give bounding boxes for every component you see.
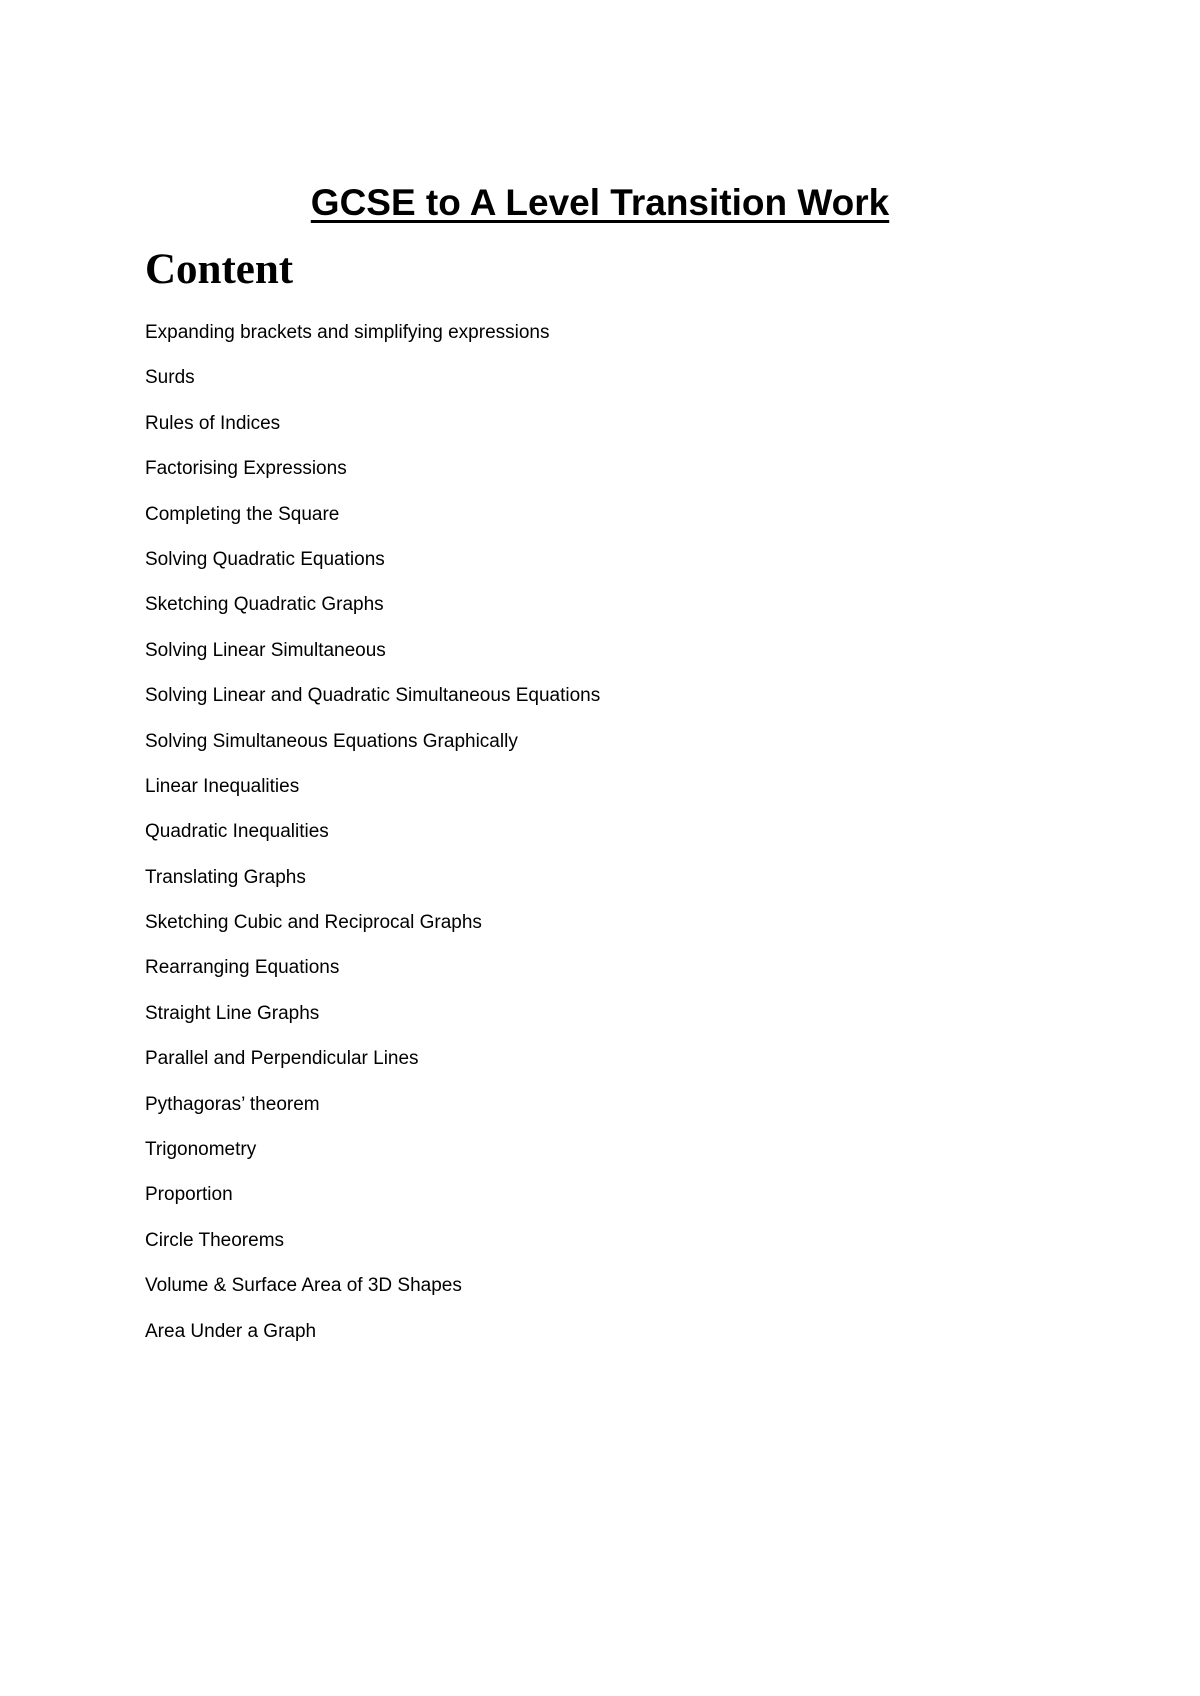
topic-item: Pythagoras’ theorem bbox=[145, 1093, 320, 1115]
topic-item: Expanding brackets and simplifying expressions bbox=[145, 322, 550, 343]
topic-item: Circle Theorems bbox=[145, 1229, 285, 1251]
topic-item: Solving Linear and Quadratic Simultaneous Equations bbox=[145, 685, 601, 707]
topic-item: Solving Quadratic Equations bbox=[145, 548, 385, 570]
topic-item: Sketching Cubic and Reciprocal Graphs bbox=[145, 912, 482, 934]
topic-item: Surds bbox=[145, 367, 195, 389]
topic-list bbox=[145, 318, 600, 1362]
topic-item: Solving Linear Simultaneous bbox=[145, 639, 386, 661]
topic-item: Rearranging Equations bbox=[145, 957, 340, 979]
topic-item: Trigonometry bbox=[145, 1139, 257, 1161]
topic-item: Completing the Square bbox=[145, 503, 340, 525]
content-heading: Content bbox=[145, 246, 294, 293]
document-title-text: GCSE to A Level Transition Work bbox=[310, 182, 890, 223]
topic-item: Proportion bbox=[145, 1184, 233, 1206]
topic-item: Volume & Surface Area of 3D Shapes bbox=[145, 1275, 462, 1297]
topic-item: Solving Simultaneous Equations Graphically bbox=[145, 730, 518, 752]
topic-item: Parallel and Perpendicular Lines bbox=[145, 1048, 419, 1070]
topic-item: Quadratic Inequalities bbox=[145, 821, 329, 843]
topic-item: Linear Inequalities bbox=[145, 775, 300, 797]
document-title bbox=[0, 178, 1200, 228]
topic-item: Translating Graphs bbox=[145, 866, 306, 888]
topic-item: Sketching Quadratic Graphs bbox=[145, 594, 384, 616]
topic-item: Straight Line Graphs bbox=[145, 1002, 320, 1024]
topic-item: Area Under a Graph bbox=[145, 1320, 317, 1342]
topic-item: Factorising Expressions bbox=[145, 458, 347, 480]
topic-item: Rules of Indices bbox=[145, 412, 281, 434]
